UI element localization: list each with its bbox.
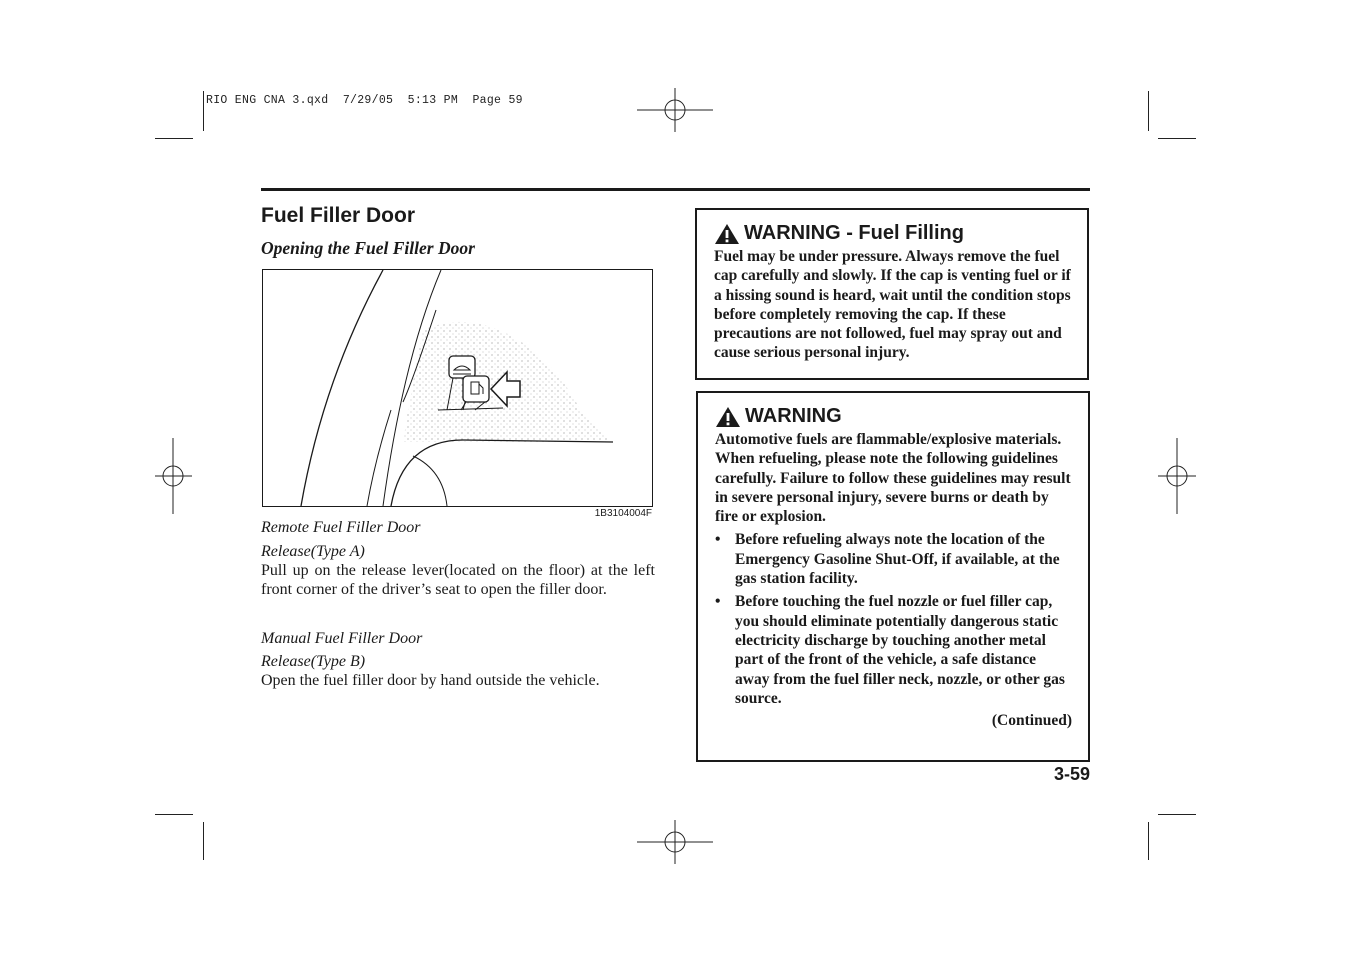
section-title: Fuel Filler Door: [261, 204, 416, 227]
manual-subheading: Release(Type B): [261, 653, 366, 670]
warning-bullet: • Before refueling always note the location of the Emergency Gasoline Shut-Off, if available, at the gas station facility.: [715, 531, 1060, 588]
figure-code: 1B3104004F: [594, 508, 652, 519]
continued-label: (Continued): [991, 712, 1072, 730]
warning-fuel-filling-text: Fuel may be under pressure. Always remove the fuel cap carefully and slowly. If the cap is venting fuel or if a hissing sound is heard, wait until the condition stops before completely removing the cap. If these precautions are not followed, fuel may spray out and cause serious personal injury.: [714, 248, 1071, 362]
warning-triangle-icon: [715, 406, 741, 428]
header-rule: [261, 188, 1090, 191]
warning-fuel-filling-title: WARNING - Fuel Filling: [714, 222, 1073, 245]
subsection-title: Opening the Fuel Filler Door: [261, 238, 475, 258]
warning-fuel-safety-title: WARNING: [715, 405, 1072, 428]
warning-bullet: • Before touching the fuel nozzle or fuel filler cap, you should eliminate potentially dangerous static electricity discharge by touching another metal part of the front of the vehicle, a safe distance away from the fuel filler neck, nozzle, or other gas source.: [715, 593, 1065, 707]
remote-text: Pull up on the release lever(located on the floor) at the left front corner of the driver’s seat to open the filler door.: [261, 562, 655, 598]
page-number: 3-59: [1053, 764, 1090, 784]
warning-fuel-filling-box: [695, 208, 1089, 380]
warning-fuel-safety-intro: Automotive fuels are flammable/explosive materials. When refueling, please note the following guidelines carefully. Failure to follow these guidelines may result in severe personal injury, severe burns or death by fire or explosion.: [715, 431, 1071, 526]
warning-bullet-list: [715, 530, 1072, 708]
manual-text: Open the fuel filler door by hand outside the vehicle.: [261, 672, 600, 689]
remote-subheading: Release(Type A): [261, 543, 365, 560]
remote-heading: Remote Fuel Filler Door: [261, 519, 421, 536]
manual-heading: Manual Fuel Filler Door: [261, 630, 423, 647]
warning-triangle-icon: [714, 223, 740, 245]
warning-fuel-safety-box: [696, 391, 1090, 762]
print-slug: RIO ENG CNA 3.qxd 7/29/05 5:13 PM Page 59: [206, 94, 523, 107]
fuel-door-illustration: [262, 269, 653, 507]
